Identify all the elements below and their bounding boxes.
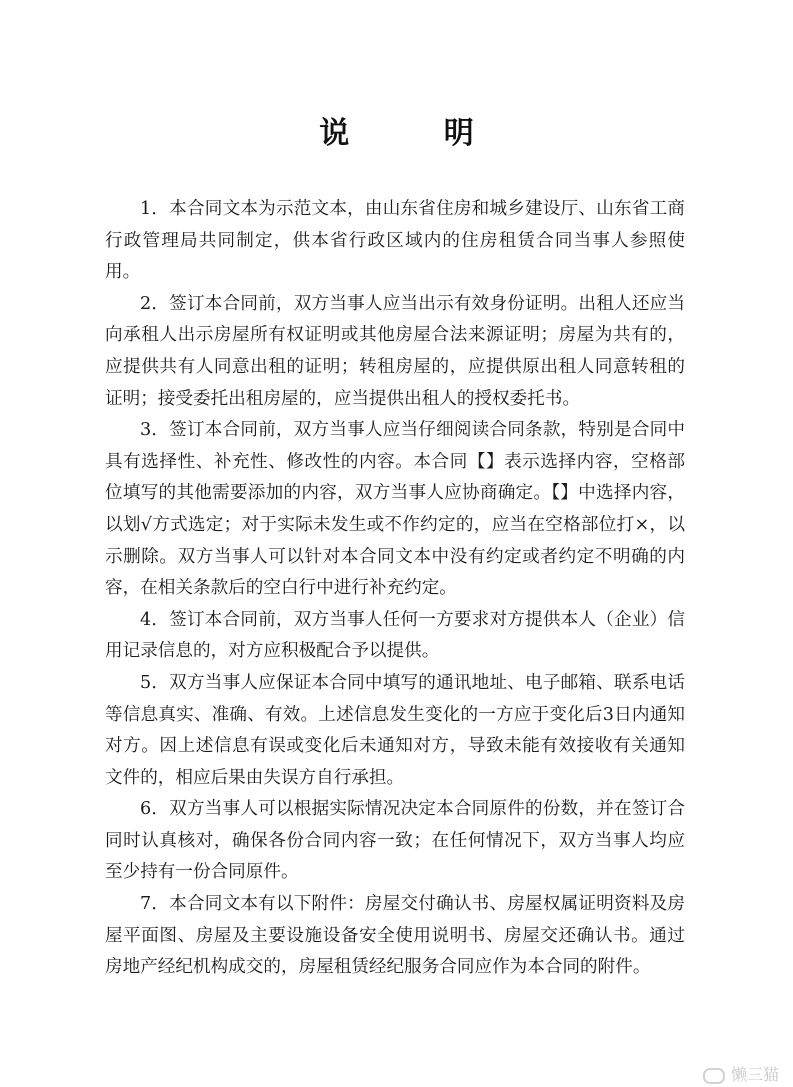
paragraph-3: 3．签订本合同前，双方当事人应当仔细阅读合同条款，特别是合同中具有选择性、补充性、修改性的内容。本合同【】表示选择内容，空格部位填写的其他需要添加的内容，双方当事人应协商确定。【】中选择内容，以划√方式选定；对于实际未发生或不作约定的，应当在空格部位打×，以示删除。双方当事人可以针对本合同文本中没有约定或者约定不明确的内容，在相关条款后的空白行中进行补充约定。 [105, 420, 685, 599]
logo-icon [703, 1068, 725, 1084]
paragraph-1: 1．本合同文本为示范文本，由山东省住房和城乡建设厅、山东省工商行政管理局共同制定，供本省行政区域内的住房租赁合同当事人参照使用。 [105, 199, 685, 283]
paragraph-5: 5．双方当事人应保证本合同中填写的通讯地址、电子邮箱、联系电话等信息真实、准确、有效。上述信息发生变化的一方应于变化后3日内通知对方。因上述信息有误或变化后未通知对方，导致未能有效接收有关通知文件的，相应后果由失误方自行承担。 [105, 672, 685, 788]
paragraph-6: 6．双方当事人可以根据实际情况决定本合同原件的份数，并在签订合同时认真核对，确保各份合同内容一致；在任何情况下，双方当事人均应至少持有一份合同原件。 [105, 799, 685, 883]
paragraph-4: 4．签订本合同前，双方当事人任何一方要求对方提供本人（企业）信用记录信息的，对方应积极配合予以提供。 [105, 609, 685, 662]
document-body [105, 194, 685, 984]
page-title: 说 明 [319, 116, 516, 151]
paragraph-2: 2．签订本合同前，双方当事人应当出示有效身份证明。出租人还应当向承租人出示房屋所有权证明或其他房屋合法来源证明；房屋为共有的，应提供共有人同意出租的证明；转租房屋的，应提供原出租人同意转租的证明；接受委托出租房屋的，应当提供出租人的授权委托书。 [105, 293, 685, 409]
watermark [703, 1062, 779, 1085]
watermark-text: 懒三猫 [730, 1065, 779, 1084]
paragraph-7: 7．本合同文本有以下附件：房屋交付确认书、房屋权属证明资料及房屋平面图、房屋及主要设施设备安全使用说明书、房屋交还确认书。通过房地产经纪机构成交的，房屋租赁经纪服务合同应作为本合同的附件。 [105, 894, 685, 978]
